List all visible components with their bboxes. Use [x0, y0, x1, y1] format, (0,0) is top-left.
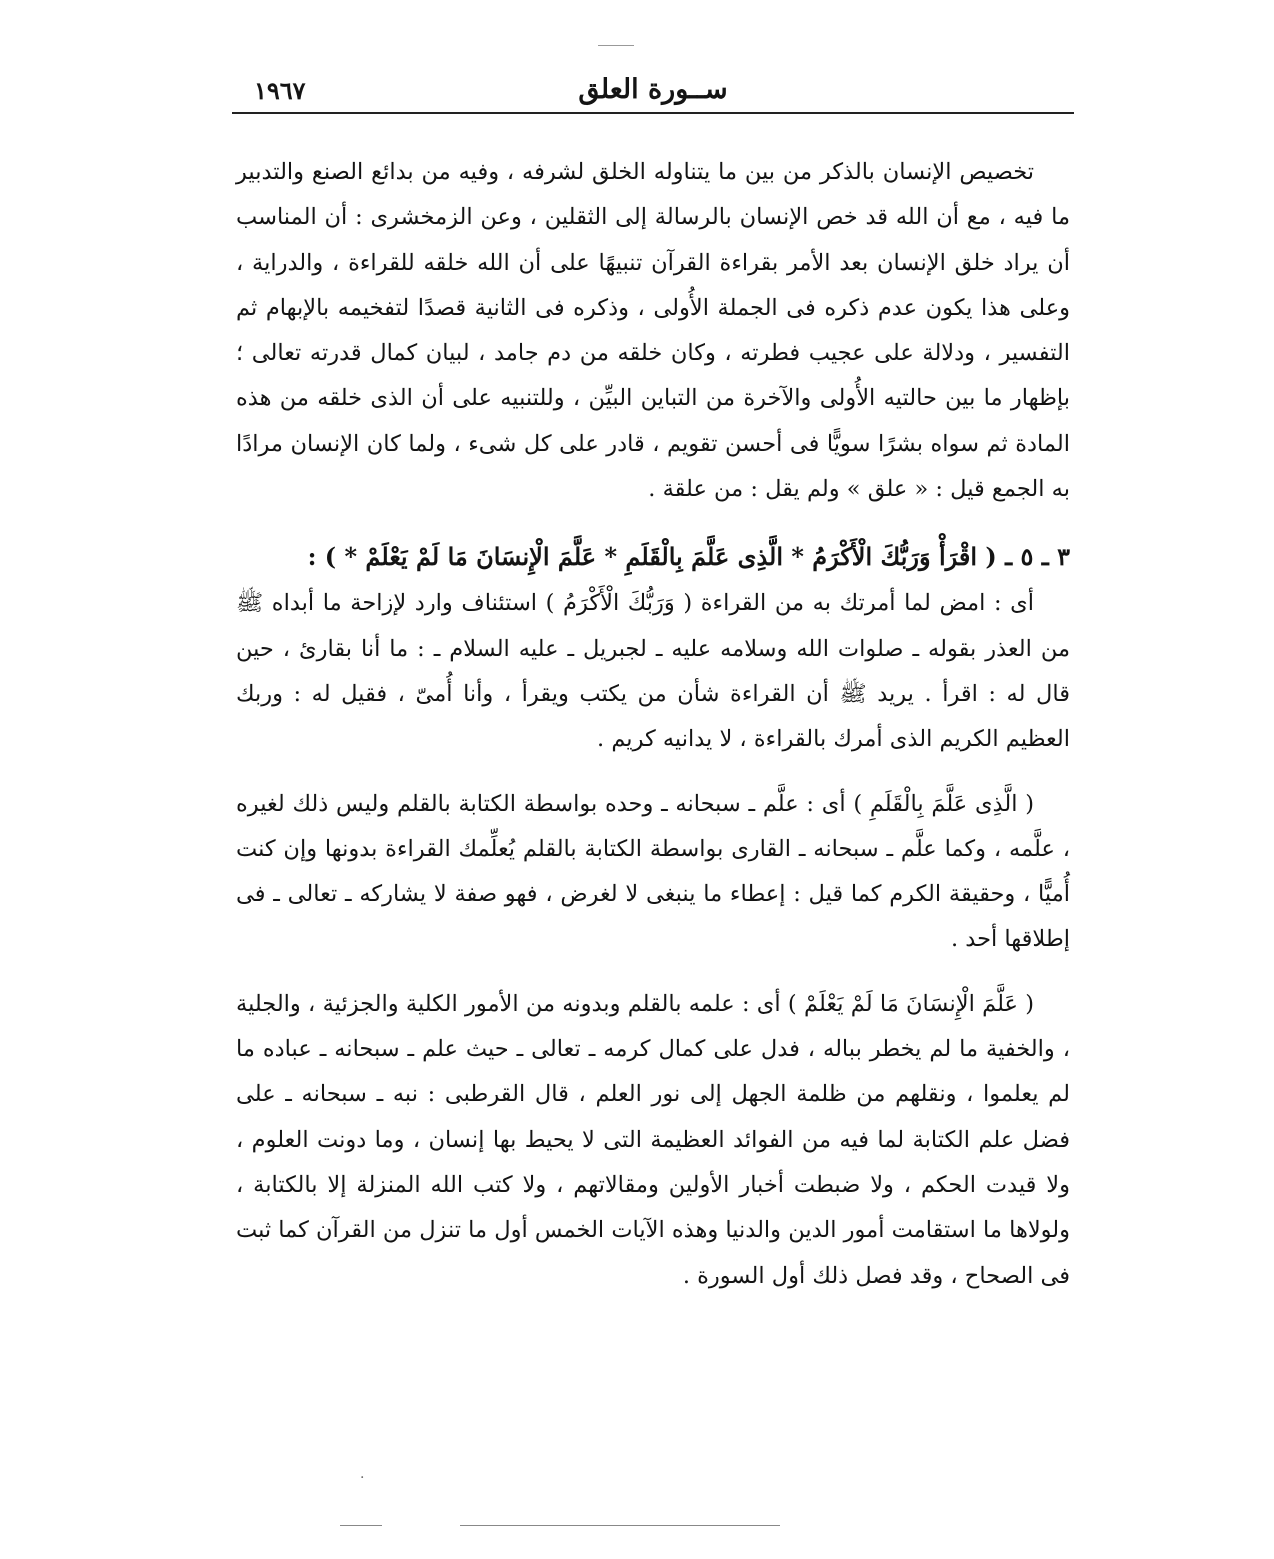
- book-page: [232, 70, 1074, 1490]
- scan-mark-bottom-left: [340, 1525, 382, 1526]
- verse-heading: ٣ ـ ٥ ـ ( اقْرَأْ وَرَبُّكَ الْأَكْرَمُ * الَّذِى عَلَّمَ بِالْقَلَمِ * عَلَّمَ الْإِنسَانَ مَا لَمْ يَعْلَمْ * ) :: [307, 542, 1070, 572]
- scan-speck: ·: [360, 1470, 365, 1486]
- scan-mark-bottom-right: [460, 1525, 780, 1526]
- commentary-paragraph-1: تخصيص الإنسان بالذكر من بين ما يتناوله الخلق لشرفه ، وفيه من بدائع الصنع والتدبير ما فيه ، مع أن الله قد خص الإنسان بالرسالة إلى الثقلين ، وعن الزمخشرى : أن المناسب أن يراد خلق الإنسان بعد الأمر بقراءة القرآن تنبيهًا على أن الله خلقه للقراءة ، والدراية ، وعلى هذا يكون عدم ذكره فى الجملة الأُولى ، وذكره فى الثانية قصدًا لتفخيمه بالإبهام ثم التفسير ، ودلالة على عجيب فطرته ، وكان خلقه من دم جامد ، لبيان كمال قدرته تعالى ؛ بإظهار ما بين حالتيه الأُولى والآخرة من التباين البيِّن ، وللتنبيه على أن الذى خلقه من هذه المادة ثم سواه بشرًا سويًّا فى أحسن تقويم ، قادر على كل شىء ، ولما كان الإنسان مرادًا به الجمع قيل : « علق » ولم يقل : من علقة .: [236, 159, 1070, 503]
- scan-mark-top: [598, 45, 634, 46]
- commentary-paragraph-2: أى : امض لما أمرتك به من القراءة ( وَرَبُّكَ الْأَكْرَمُ ) استئناف وارد لإزاحة ما أبداه ﷺ من العذر بقوله ـ صلوات الله وسلامه عليه ـ لجبريل ـ عليه السلام ـ : ما أنا بقارئ ، حين قال له : اقرأ . يريد ﷺ أن القراءة شأن من يكتب ويقرأ ، وأنا أُمىّ ، فقيل له : وربك العظيم الكريم الذى أمرك بالقراءة ، لا يدانيه كريم .: [236, 590, 1070, 753]
- running-header: [232, 70, 1074, 114]
- page-number: ١٩٦٧: [254, 76, 306, 105]
- commentary-paragraph-3: ( الَّذِى عَلَّمَ بِالْقَلَمِ ) أى : علَّم ـ سبحانه ـ وحده بواسطة الكتابة بالقلم وليس ذلك لغيره ، علَّمه ، وكما علَّم ـ سبحانه ـ القارى بواسطة الكتابة بالقلم يُعلِّمك القراءة بدونها وإن كنت أُميًّا ، وحقيقة الكرم كما قيل : إعطاء ما ينبغى لا لغرض ، فهو صفة لا يشاركه ـ تعالى ـ فى إطلاقها أحد .: [236, 790, 1070, 953]
- commentary-paragraph-4: ( عَلَّمَ الْإِنسَانَ مَا لَمْ يَعْلَمْ ) أى : علمه بالقلم وبدونه من الأمور الكلية والجزئية ، والجلية ، والخفية ما لم يخطر بباله ، فدل على كمال كرمه ـ تعالى ـ حيث علم ـ سبحانه ـ عباده ما لم يعلموا ، ونقلهم من ظلمة الجهل إلى نور العلم ، قال القرطبى : نبه ـ سبحانه ـ على فضل علم الكتابة لما فيه من الفوائد العظيمة التى لا يحيط بها إنسان ، وما دونت العلوم ، ولا قيدت الحكم ، ولا ضبطت أخبار الأولين ومقالاتهم ، ولا كتب الله المنزلة إلا بالكتابة ، ولولاها ما استقامت أمور الدين والدنيا وهذه الآيات الخمس أول ما تنزل من القرآن كما ثبت فى الصحاح ، وقد فصل ذلك أول السورة .: [236, 990, 1070, 1289]
- surah-title: ســورة العلق: [578, 74, 728, 105]
- commentary-body: [236, 150, 1070, 1299]
